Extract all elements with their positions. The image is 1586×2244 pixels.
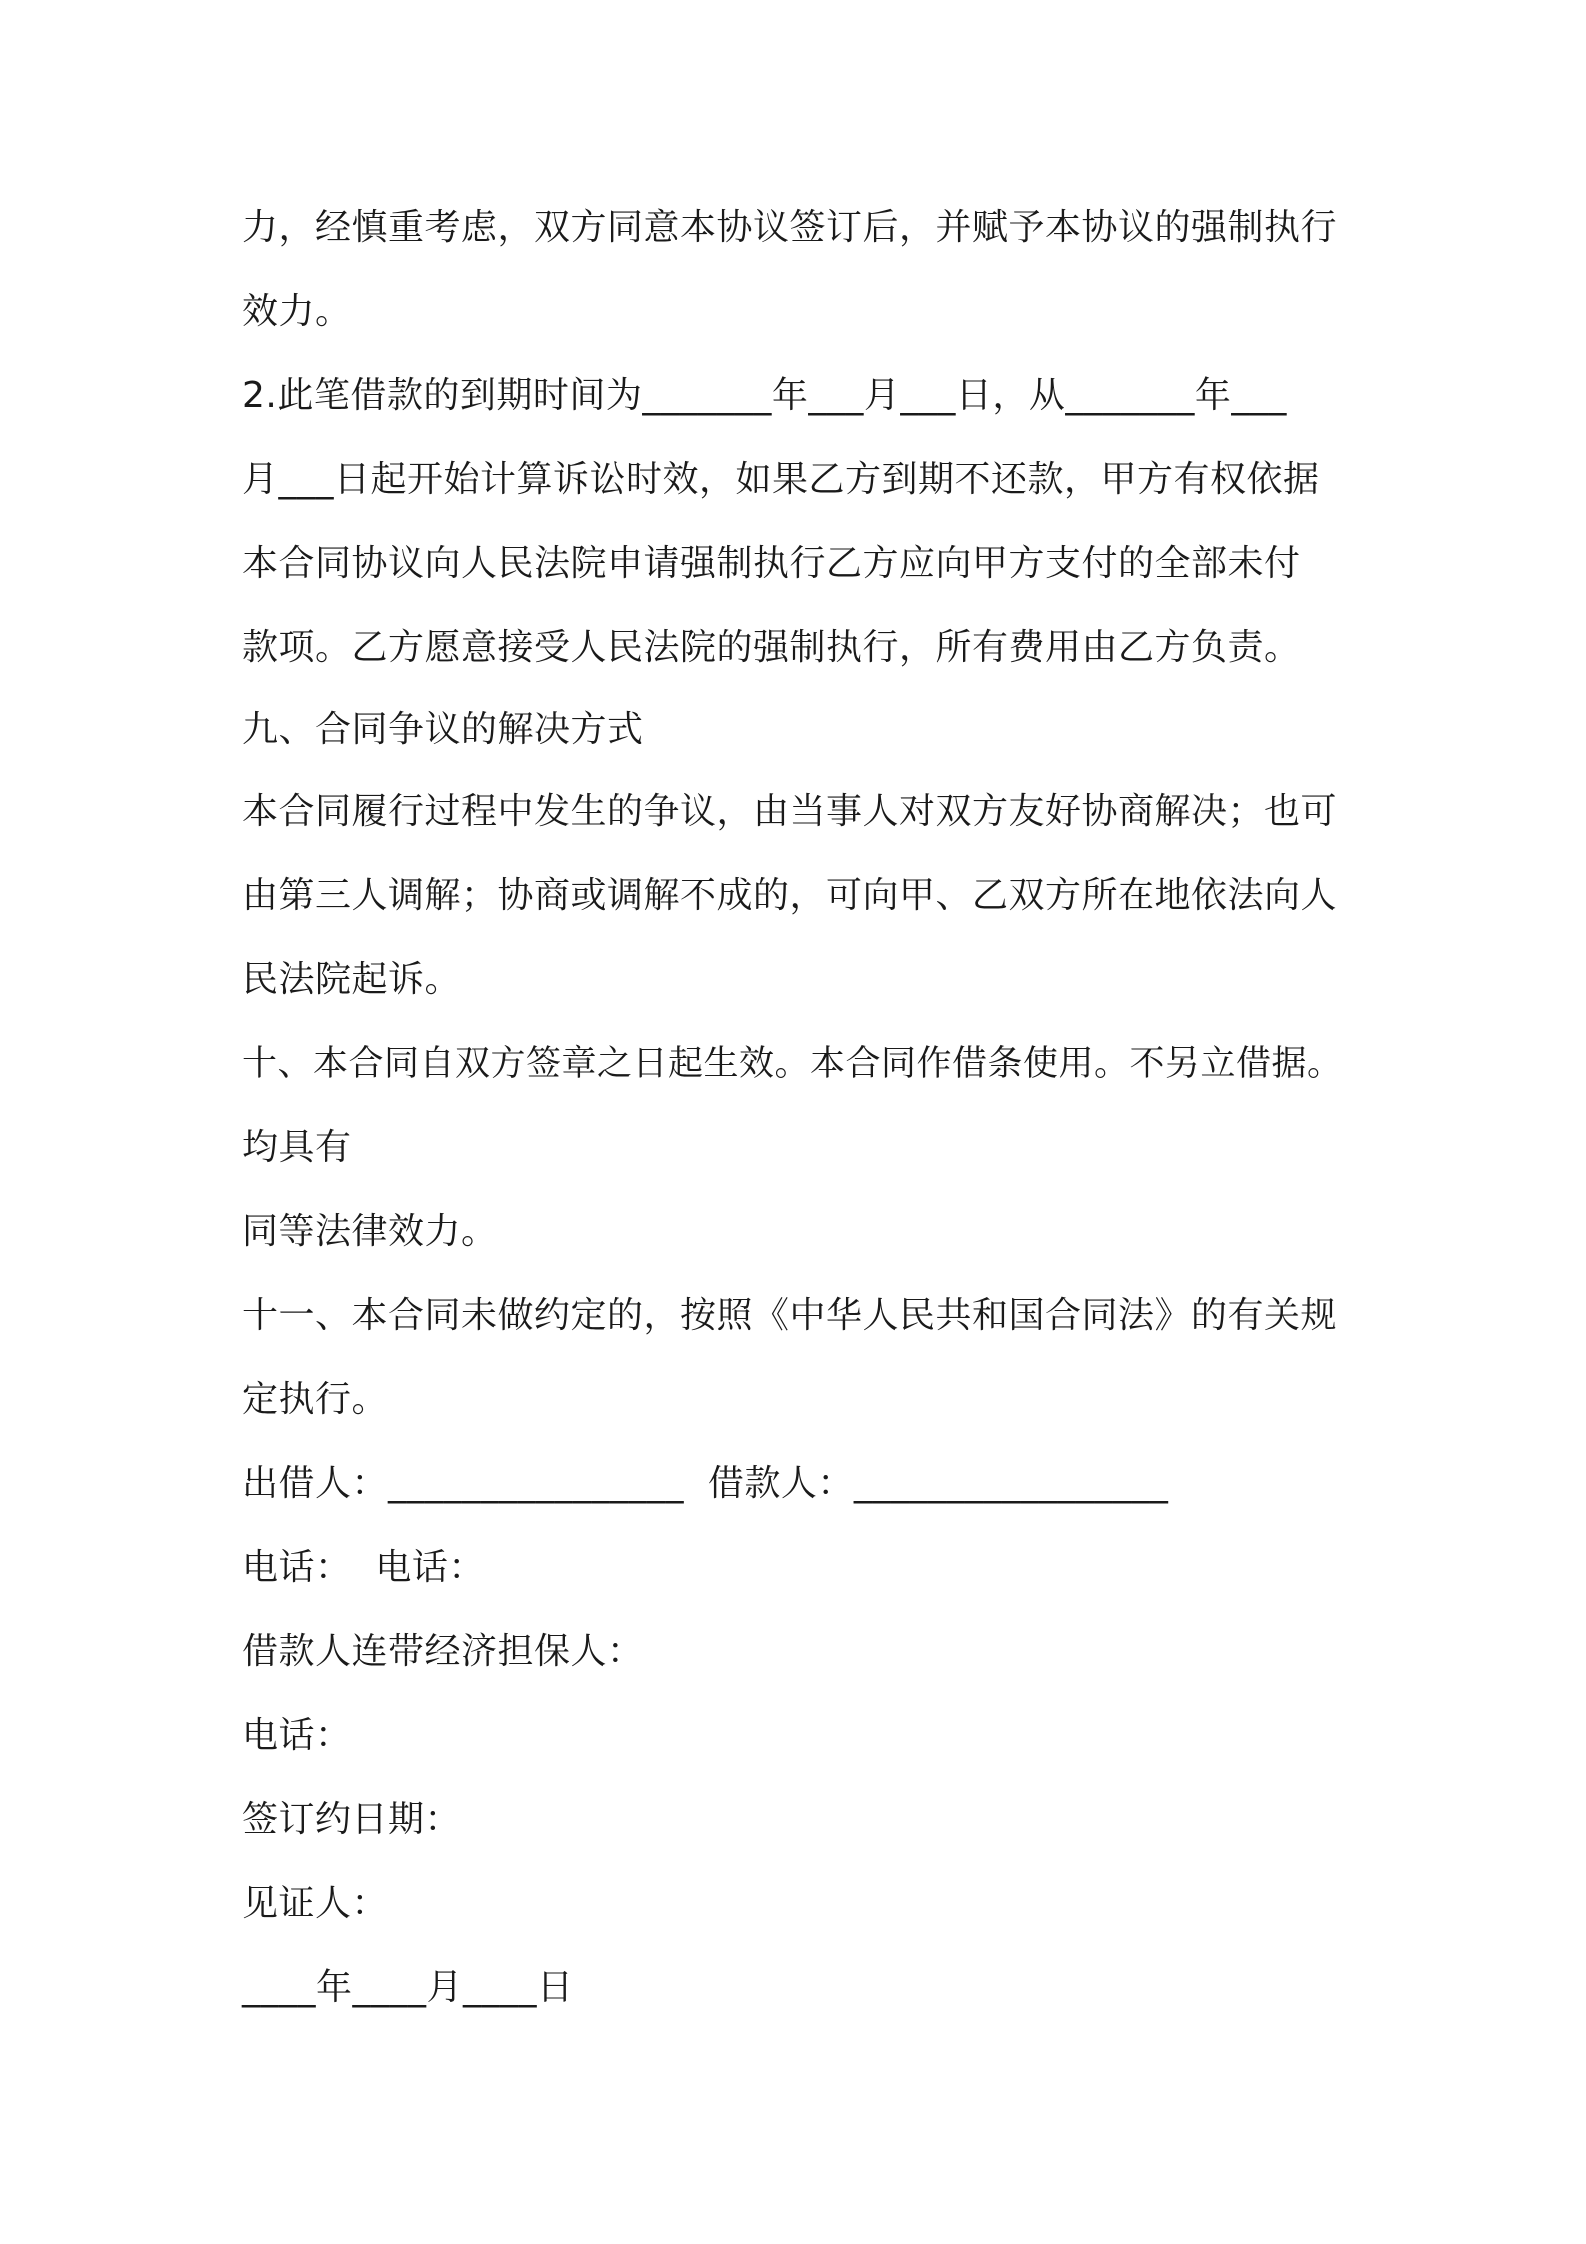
paragraph-line: 款项。乙方愿意接受人民法院的强制执行，所有费用由乙方负责。	[242, 627, 1301, 668]
paragraph-line: 均具有	[242, 1127, 352, 1168]
signature-line: 出借人：________________ 借款人：_________________	[242, 1463, 1169, 1504]
date-line: ____年____月____日	[242, 1967, 574, 2008]
paragraph-line: 定执行。	[242, 1379, 389, 1420]
paragraph-line: 本合同履行过程中发生的争议，由当事人对双方友好协商解决；也可	[242, 791, 1338, 832]
signature-line: 电话： 电话：	[242, 1547, 485, 1588]
paragraph-line: 月___日起开始计算诉讼时效，如果乙方到期不还款，甲方有权依据	[242, 459, 1320, 500]
signature-line: 借款人连带经济担保人：	[242, 1631, 644, 1672]
paragraph-line: 效力。	[242, 291, 352, 332]
paragraph-line: 十一、本合同未做约定的，按照《中华人民共和国合同法》的有关规	[242, 1295, 1338, 1336]
paragraph-line: 由第三人调解；协商或调解不成的，可向甲、乙双方所在地依法向人	[242, 875, 1338, 916]
paragraph-line: 本合同协议向人民法院申请强制执行乙方应向甲方支付的全部未付	[242, 543, 1301, 584]
paragraph-line: 2.此笔借款的到期时间为_______年___月___日，从_______年___	[242, 375, 1287, 416]
signature-line: 见证人：	[242, 1883, 389, 1924]
signature-line: 签订约日期：	[242, 1799, 462, 1840]
paragraph-line: 民法院起诉。	[242, 959, 462, 1000]
signature-line: 电话：	[242, 1715, 352, 1756]
paragraph-line: 同等法律效力。	[242, 1211, 498, 1252]
paragraph-line: 十、本合同自双方签章之日起生效。本合同作借条使用。不另立借据。	[242, 1044, 1343, 1084]
paragraph-line: 力，经慎重考虑，双方同意本协议签订后，并赋予本协议的强制执行	[242, 207, 1338, 248]
section-heading: 九、合同争议的解决方式	[242, 709, 644, 750]
